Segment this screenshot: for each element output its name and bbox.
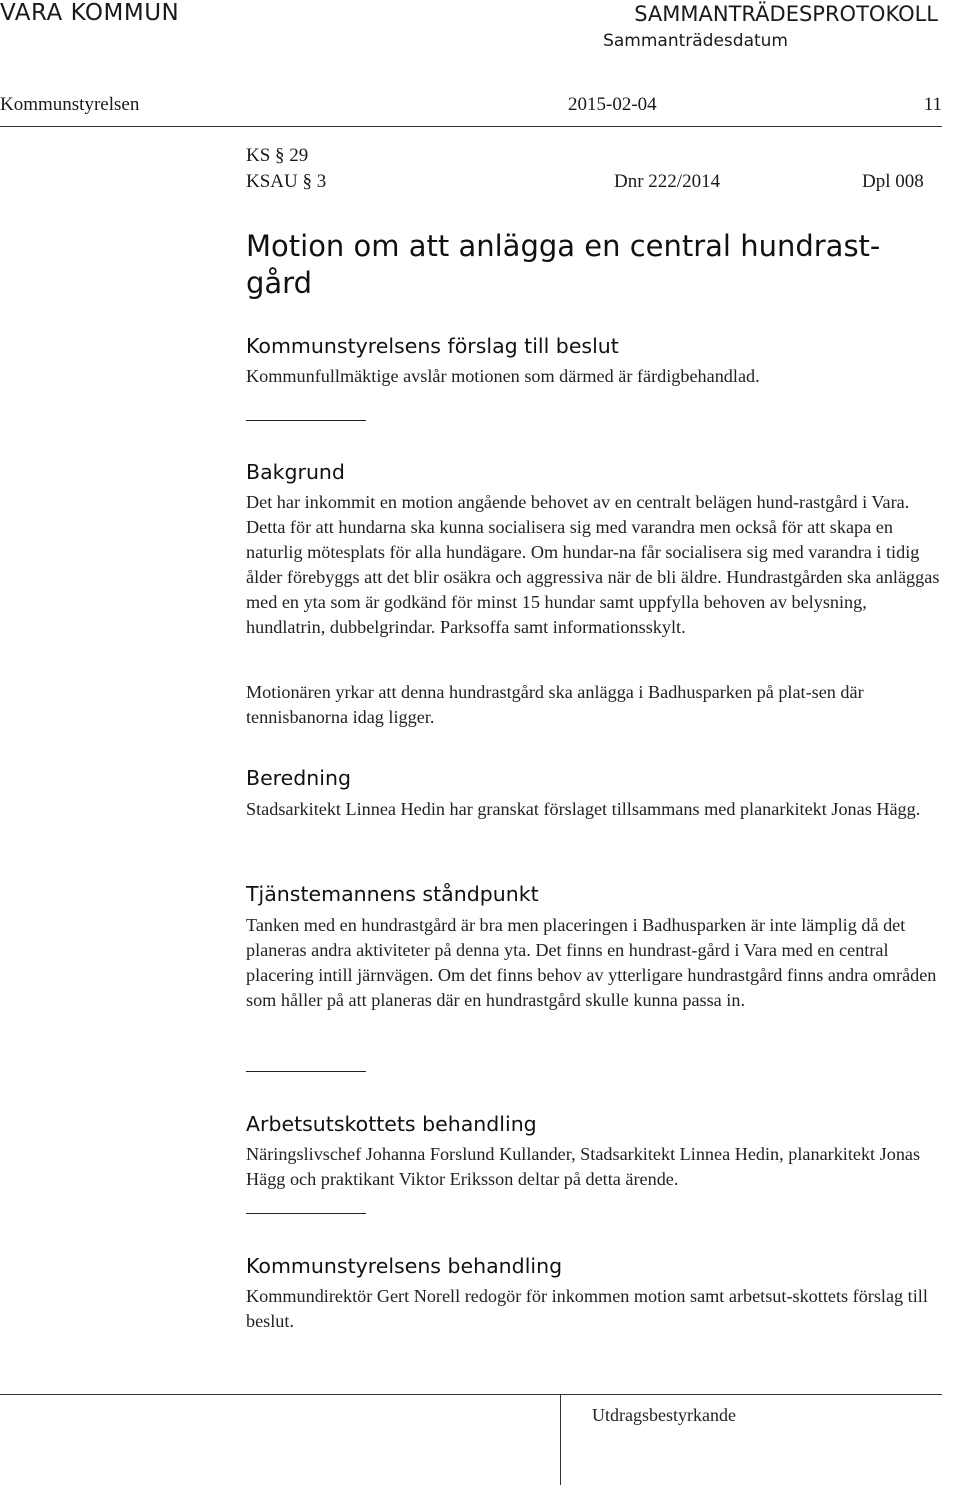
proposal-heading: Kommunstyrelsens förslag till beslut — [246, 334, 619, 358]
ksau-paragraph-ref: KSAU § 3 — [246, 171, 327, 192]
header-divider — [0, 126, 942, 127]
section-divider — [246, 1071, 366, 1072]
page-title: Motion om att anlägga en central hundrast-gård — [246, 229, 881, 300]
proposal-text: Kommunfullmäktige avslår motionen som därmed är färdigbehandlad. — [246, 366, 760, 386]
background-paragraph: Det har inkommit en motion angående behovet av en centralt belägen hund-rastgård i Vara. Detta för att hundarna ska kunna socialisera sig med varandra men också för att skapa en naturlig mötesplats för alla hundägare. Om hundar-na får socialisera sig med varandra i tidig ålder förebyggs att det blir osäkra och aggressiva när de bli äldre. Hundrastgården ska anläggas med en yta som är godkänd för minst 15 hundar samt uppfylla behoven av belysning, hundlatrin, dubbelgrindar. Parksoffa samt informationsskylt. — [246, 492, 940, 637]
committee-handling-heading: Arbetsutskottets behandling — [246, 1112, 537, 1136]
committee-handling-text: Näringslivschef Johanna Forslund Kullander, Stadsarkitekt Linnea Hedin, planarkitekt Jonas Hägg och praktikant Viktor Eriksson deltar på detta ärende. — [246, 1144, 921, 1189]
meeting-date-label: Sammanträdesdatum — [603, 31, 788, 51]
official-position-text: Tanken med en hundrastgård är bra men placeringen i Badhusparken är inte lämplig då det planeras andra aktiviteter på denna yta. Det finns en hundrast-gård i Vara med en central placering intill järnvägen. Om det finns behov av ytterligare hundrastgård finns andra områden som håller på att planeras där en hundrastgård skulle kunna passa in. — [246, 915, 937, 1010]
document-plan-number: Dpl 008 — [862, 171, 924, 192]
governing-body: Kommunstyrelsen — [0, 94, 140, 115]
org-name: VARA KOMMUN — [0, 0, 180, 26]
footer-divider — [0, 1394, 942, 1395]
certification-label: Utdragsbestyrkande — [592, 1405, 736, 1425]
document-type: SAMMANTRÄDESPROTOKOLL — [634, 2, 938, 26]
meeting-date: 2015-02-04 — [568, 94, 657, 115]
page-number: 11 — [923, 94, 942, 115]
ks-paragraph-ref: KS § 29 — [246, 145, 309, 166]
background-heading: Bakgrund — [246, 460, 345, 484]
board-handling-text: Kommundirektör Gert Norell redogör för inkommen motion samt arbetsut-skottets förslag till beslut. — [246, 1286, 928, 1331]
section-divider — [246, 1213, 366, 1214]
preparation-text: Stadsarkitekt Linnea Hedin har granskat förslaget tillsammans med planarkitekt Jonas Hägg. — [246, 799, 921, 819]
section-divider — [246, 420, 366, 421]
preparation-heading: Beredning — [246, 766, 351, 790]
background-paragraph-2: Motionären yrkar att denna hundrastgård ska anlägga i Badhusparken på plat-sen där tennisbanorna idag ligger. — [246, 682, 864, 727]
official-position-heading: Tjänstemannens ståndpunkt — [246, 882, 539, 906]
footer-vertical-divider — [560, 1394, 561, 1485]
meta-row — [0, 94, 942, 120]
diary-number: Dnr 222/2014 — [614, 171, 721, 192]
board-handling-heading: Kommunstyrelsens behandling — [246, 1254, 563, 1278]
